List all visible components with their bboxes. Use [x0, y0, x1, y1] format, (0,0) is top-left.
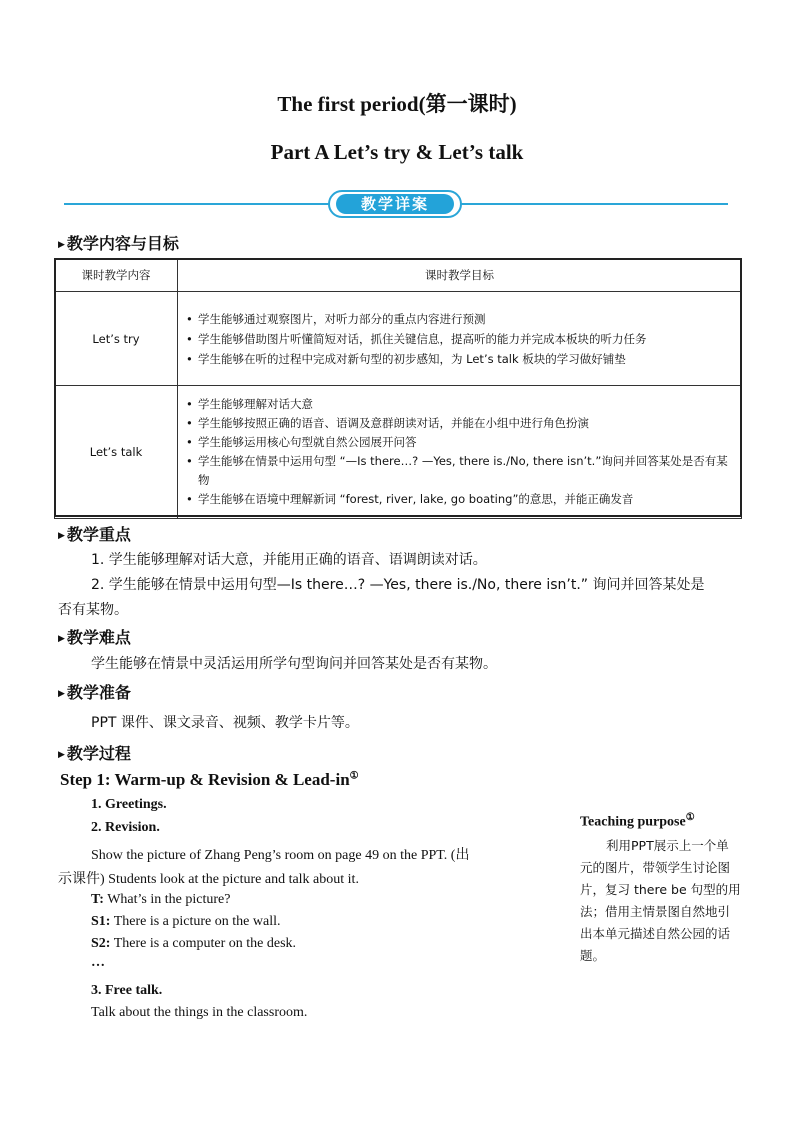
prep-text: PPT 课件、课文录音、视频、教学卡片等。 — [91, 715, 359, 731]
goal-item: • 学生能够在情景中运用句型 “—Is there…? —Yes, there is./No, there isn’t.”询问并回答某处是否有某物 — [186, 452, 733, 490]
purpose-line: 元的图片，带领学生讨论图 — [580, 860, 731, 875]
goal-item: • 学生能够运用核心句型就自然公园展开问答 — [186, 433, 733, 452]
section-heading-prep: ▶ 教学准备 — [58, 683, 131, 702]
row-content-lets-try: Let’s try — [55, 292, 178, 386]
difficult-text: 学生能够在情景中灵活运用所学句型询问并回答某处是否有某物。 — [91, 656, 497, 672]
table-row — [55, 386, 742, 519]
dialogue-line: S1: There is a picture on the wall. — [91, 914, 281, 929]
footnote-marker: ① — [349, 770, 359, 782]
key-item-2: 2. 学生能够在情景中运用句型—Is there…? —Yes, there is./No, there isn’t.” 询问并回答某处是 — [91, 577, 705, 593]
table-header-goals: 课时教学目标 — [178, 259, 742, 292]
greetings-label: 1. Greetings. — [91, 797, 167, 812]
goal-item: • 学生能够在语境中理解新词 “forest, river, lake, go boating”的意思，并能正确发音 — [186, 490, 733, 509]
goal-item: • 学生能够借助图片听懂简短对话，抓住关键信息，提高听的能力并完成本板块的听力任务 — [186, 329, 733, 349]
lesson-title: The first period(第一课时) — [277, 92, 517, 116]
table-header-row — [55, 259, 742, 292]
row-goals-lets-try — [178, 292, 742, 386]
goal-item: • 学生能够通过观察图片，对听力部分的重点内容进行预测 — [186, 309, 733, 329]
purpose-line: 法；借用主情景图自然地引 — [580, 904, 731, 919]
table-header-content: 课时教学内容 — [55, 259, 178, 292]
row-goals-lets-talk — [178, 386, 742, 519]
dialogue-line: S2: There is a computer on the desk. — [91, 936, 297, 951]
triangle-icon: ▶ — [58, 240, 65, 250]
lesson-subtitle: Part A Let’s try & Let’s talk — [270, 140, 524, 164]
triangle-icon: ▶ — [58, 689, 65, 699]
row-content-lets-talk: Let’s talk — [55, 386, 178, 519]
purpose-line: 利用PPT展示上一个单 — [606, 838, 729, 853]
revision-label: 2. Revision. — [91, 820, 160, 835]
triangle-icon: ▶ — [58, 750, 65, 760]
teaching-purpose-title: Teaching purpose① — [580, 812, 695, 830]
key-item-2-cont: 否有某物。 — [58, 602, 128, 618]
purpose-line: 出本单元描述自然公园的话 — [580, 926, 731, 941]
banner-line-right — [460, 203, 728, 205]
free-talk-text: Talk about the things in the classroom. — [91, 1005, 308, 1020]
goal-item: • 学生能够在听的过程中完成对新句型的初步感知，为 Let’s talk 板块的学习做好铺垫 — [186, 349, 733, 369]
banner-label: 教学详案 — [336, 194, 454, 214]
triangle-icon: ▶ — [58, 531, 65, 541]
step-1-title: Step 1: Warm-up & Revision & Lead-in① — [60, 770, 359, 789]
dialogue-ellipsis: … — [91, 955, 105, 970]
revision-line-2: 示课件) Students look at the picture and talk about it. — [58, 872, 359, 887]
section-heading-goals: ▶ 教学内容与目标 — [58, 234, 179, 253]
dialogue-line: T: What’s in the picture? — [91, 892, 231, 907]
key-item-1: 1. 学生能够理解对话大意，并能用正确的语音、语调朗读对话。 — [91, 552, 487, 568]
section-heading-process: ▶ 教学过程 — [58, 744, 131, 763]
goal-item: • 学生能够按照正确的语音、语调及意群朗读对话，并能在小组中进行角色扮演 — [186, 414, 733, 433]
section-heading-key: ▶ 教学重点 — [58, 525, 131, 544]
teaching-purpose-body — [580, 835, 750, 967]
revision-line-1: Show the picture of Zhang Peng’s room on page 49 on the PPT. (出 — [91, 848, 470, 863]
goals-table — [54, 258, 742, 519]
purpose-line: 片，复习 there be 句型的用 — [580, 882, 741, 897]
footnote-marker: ① — [685, 812, 695, 823]
triangle-icon: ▶ — [58, 634, 65, 644]
section-heading-difficult: ▶ 教学难点 — [58, 628, 131, 647]
free-talk-label: 3. Free talk. — [91, 983, 163, 998]
purpose-line: 题。 — [580, 948, 606, 963]
table-row — [55, 292, 742, 386]
banner-line-left — [64, 203, 330, 205]
goal-item: • 学生能够理解对话大意 — [186, 395, 733, 414]
